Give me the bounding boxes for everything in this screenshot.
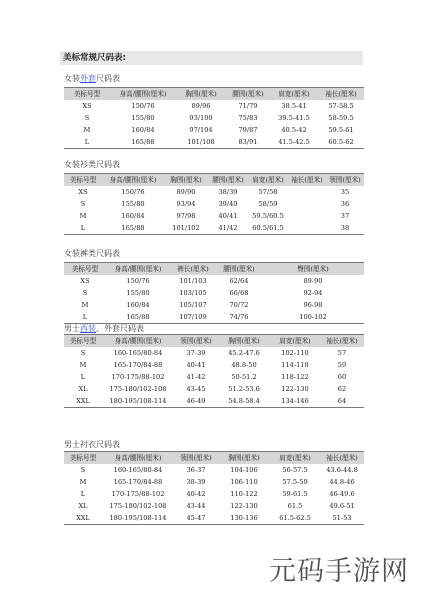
header-cell: 袖长(厘米)	[318, 88, 364, 101]
table-cell: 122-130	[230, 502, 258, 510]
header-cell: 腰围(厘米)	[208, 174, 248, 187]
table-cell: 71/79	[238, 102, 258, 110]
table-cell: 45-47	[174, 512, 218, 525]
table-cell: 57	[337, 349, 347, 357]
table-cell: 61.5	[287, 502, 303, 510]
table-cell: 40-42	[186, 490, 206, 498]
table-cell: 37	[340, 212, 350, 220]
header-cell: 袖长(厘米)	[320, 452, 364, 465]
table-cell: 170-175/88-102	[111, 490, 165, 498]
section-title-womens-coat	[64, 74, 120, 84]
table-cell: S	[80, 466, 86, 474]
table-cell: 37-39	[186, 349, 206, 357]
table-cell: 97/98	[176, 212, 196, 220]
coat-link[interactable]: 外套	[80, 74, 96, 83]
table-cell: L	[64, 311, 106, 324]
table-cell: 61.5-62.5	[270, 512, 320, 525]
table-cell: 106-110	[230, 478, 258, 486]
womens-shirt-size-table	[64, 173, 364, 235]
table-row	[64, 124, 364, 136]
table-row	[64, 198, 364, 210]
page-title: 美标常规尺码表:	[60, 51, 363, 65]
table-cell: L	[64, 222, 102, 235]
table-cell: 46-49	[174, 395, 218, 408]
table-cell: 64	[320, 395, 364, 408]
header-cell: 身高/腰围(厘米)	[102, 174, 164, 187]
header-cell: 肩宽(厘米)	[270, 88, 318, 101]
header-cell: 肩宽(厘米)	[270, 452, 320, 465]
header-cell: 腰围(厘米)	[216, 263, 262, 276]
header-cell: 裤长(厘米)	[170, 263, 216, 276]
suit-link[interactable]: 西装	[80, 324, 96, 333]
table-cell: 45.2-47.6	[228, 349, 260, 357]
table-cell: M	[81, 301, 89, 309]
table-cell: 89-90	[303, 277, 323, 285]
header-cell: 美标号型	[64, 88, 110, 101]
section-title-womens-pants	[64, 249, 120, 259]
header-cell: 美标号型	[64, 335, 102, 348]
table-cell: 60	[337, 373, 347, 381]
table-cell: 165/88	[102, 222, 164, 235]
table-header-row	[64, 88, 364, 101]
header-cell: 身高/腰围(厘米)	[110, 88, 176, 101]
header-cell: 胸围(厘米)	[164, 174, 208, 187]
table-cell: 35	[340, 188, 350, 196]
header-cell: 胸围(厘米)	[176, 88, 226, 101]
table-cell: 79/87	[238, 126, 258, 134]
table-cell: 160-165/80-84	[113, 466, 163, 474]
table-row	[64, 275, 364, 287]
table-cell: 38/39	[218, 188, 238, 196]
table-cell: 48.8-50	[231, 361, 257, 369]
header-cell: 肩宽(厘米)	[248, 174, 288, 187]
table-cell: L	[64, 136, 110, 149]
table-cell: 150/76	[121, 188, 145, 196]
table-cell: 36-37	[186, 466, 206, 474]
table-cell: 43.6-44.8	[326, 466, 358, 474]
table-cell: 62	[337, 385, 347, 393]
table-cell: 134-146	[270, 395, 320, 408]
section-title-mens-suit	[64, 324, 144, 334]
table-cell	[288, 198, 326, 210]
header-cell: 美标号型	[64, 452, 102, 465]
table-cell: S	[80, 200, 86, 208]
table-cell: 101/108	[176, 136, 226, 149]
table-cell: 170-175/88-102	[111, 373, 165, 381]
table-cell: 105/107	[179, 301, 207, 309]
table-row	[64, 512, 364, 525]
table-cell: 150/76	[126, 277, 150, 285]
table-row	[64, 100, 364, 112]
table-row	[64, 476, 364, 488]
table-cell: 49.6-51	[329, 502, 355, 510]
table-row	[64, 299, 364, 311]
table-cell: 51-53	[320, 512, 364, 525]
table-cell: 93/94	[176, 200, 196, 208]
table-header-row	[64, 335, 364, 348]
table-cell: 165/88	[110, 136, 176, 149]
table-cell: 155/80	[126, 289, 150, 297]
table-cell	[288, 222, 326, 235]
header-cell: 领围(厘米)	[174, 335, 218, 348]
table-cell: XS	[78, 188, 88, 196]
table-cell: 58/59	[258, 200, 278, 208]
table-cell: 41/42	[208, 222, 248, 235]
table-cell: 62/64	[229, 277, 249, 285]
table-cell: 41.5-42.5	[270, 136, 318, 149]
table-cell: 165-170/84-88	[113, 361, 163, 369]
table-cell: S	[80, 349, 86, 357]
table-cell: 150/76	[131, 102, 155, 110]
table-cell: XS	[82, 102, 92, 110]
table-cell: 56-57.5	[282, 466, 308, 474]
table-cell: 101/103	[179, 277, 207, 285]
table-cell: S	[84, 114, 90, 122]
table-cell: 122-130	[281, 385, 309, 393]
table-cell: 74/76	[216, 311, 262, 324]
section-title-prefix: 女装	[64, 74, 80, 83]
header-cell: 腰围(厘米)	[226, 88, 270, 101]
table-cell: 101/102	[164, 222, 208, 235]
table-cell: 39.5-41.5	[278, 114, 310, 122]
table-cell: 175-180/102-108	[109, 385, 167, 393]
table-cell: 110-122	[230, 490, 258, 498]
table-row	[64, 222, 364, 235]
womens-coat-size-table	[64, 87, 364, 149]
header-cell: 美标号型	[64, 263, 106, 276]
table-cell: 40-41	[186, 361, 206, 369]
table-cell: 104-106	[230, 466, 258, 474]
header-cell: 胸围(厘米)	[218, 335, 270, 348]
table-cell: XL	[78, 385, 88, 393]
table-row	[64, 287, 364, 299]
table-cell: 43-44	[186, 502, 206, 510]
table-cell: 36	[340, 200, 350, 208]
table-cell: 43-45	[186, 385, 206, 393]
table-row	[64, 210, 364, 222]
table-cell: 54.8-58.4	[218, 395, 270, 408]
table-cell: 160/84	[126, 301, 150, 309]
table-cell: 155/80	[131, 114, 155, 122]
table-cell: 160/84	[121, 212, 145, 220]
table-cell: L	[80, 490, 86, 498]
table-cell: XL	[78, 502, 88, 510]
table-row	[64, 464, 364, 476]
table-cell: 93/100	[189, 114, 213, 122]
table-cell: 44.8-46	[329, 478, 355, 486]
table-cell: 160-165/80-84	[113, 349, 163, 357]
table-cell: 130-136	[218, 512, 270, 525]
table-cell: 118-122	[281, 373, 309, 381]
header-cell: 胸围(厘米)	[218, 452, 270, 465]
header-cell: 身高/腰围(厘米)	[106, 263, 170, 276]
table-row	[64, 136, 364, 149]
table-cell: 180-195/108-114	[102, 512, 174, 525]
table-row	[64, 186, 364, 198]
table-cell: 83/91	[226, 136, 270, 149]
table-row	[64, 311, 364, 324]
table-header-row	[64, 452, 364, 465]
watermark: 元码手游网	[269, 556, 409, 587]
table-cell: 39/40	[218, 200, 238, 208]
table-cell: 40/41	[218, 212, 238, 220]
table-cell: 89/96	[191, 102, 211, 110]
table-row	[64, 112, 364, 124]
table-cell: 107/109	[170, 311, 216, 324]
table-cell: 70/72	[229, 301, 249, 309]
header-cell: 臀围(厘米)	[262, 263, 364, 276]
table-cell: 165/88	[106, 311, 170, 324]
header-cell: 美标号型	[64, 174, 102, 187]
table-cell: 59.5-61	[328, 126, 354, 134]
table-cell: 114-118	[281, 361, 309, 369]
table-cell: 103/105	[179, 289, 207, 297]
table-cell: 58-59.5	[328, 114, 354, 122]
section-title-text: 男士衬衣尺码表	[64, 440, 120, 449]
table-header-row	[64, 263, 364, 276]
table-cell: 46-49.6	[329, 490, 355, 498]
table-cell: M	[79, 478, 87, 486]
table-cell: 89/90	[176, 188, 196, 196]
table-cell: XXL	[64, 512, 102, 525]
table-cell: 50-51.2	[231, 373, 257, 381]
table-cell: 75/83	[238, 114, 258, 122]
table-row	[64, 488, 364, 500]
table-cell: 59-61.5	[282, 490, 308, 498]
table-cell: 96-98	[303, 301, 323, 309]
table-row	[64, 383, 364, 395]
table-row	[64, 347, 364, 359]
table-cell: XXL	[64, 395, 102, 408]
header-cell: 领围(厘米)	[174, 452, 218, 465]
table-cell: 60.5-62	[318, 136, 364, 149]
mens-suit-size-table	[64, 334, 364, 408]
table-cell: 155/80	[121, 200, 145, 208]
table-cell: 41-42	[186, 373, 206, 381]
table-cell: 92-94	[303, 289, 323, 297]
table-cell: L	[80, 373, 86, 381]
section-title-suffix: 、外套尺码表	[96, 324, 144, 333]
table-cell: S	[82, 289, 88, 297]
table-cell: M	[79, 361, 87, 369]
header-cell: 袖长(厘米)	[320, 335, 364, 348]
table-cell	[288, 210, 326, 222]
table-cell: 57-58.5	[328, 102, 354, 110]
table-cell: 40.5-42	[281, 126, 307, 134]
header-cell: 肩宽(厘米)	[270, 335, 320, 348]
table-cell: 180-195/108-114	[102, 395, 174, 408]
section-title-prefix: 男士	[64, 324, 80, 333]
table-cell: 59.5/60.5	[252, 212, 284, 220]
table-cell: XS	[80, 277, 90, 285]
table-row	[64, 359, 364, 371]
table-cell: M	[79, 212, 87, 220]
table-cell: 60.5/61.5	[248, 222, 288, 235]
table-row	[64, 371, 364, 383]
table-cell: 59	[337, 361, 347, 369]
table-cell: 38	[326, 222, 364, 235]
table-cell: 175-180/102-108	[109, 502, 167, 510]
table-cell: 57.5-59	[282, 478, 308, 486]
header-cell: 身高/腰围(厘米)	[102, 335, 174, 348]
table-row	[64, 500, 364, 512]
section-title-mens-shirt	[64, 440, 120, 450]
table-cell: 160/84	[131, 126, 155, 134]
header-cell: 身高/腰围(厘米)	[102, 452, 174, 465]
table-cell: 102-110	[281, 349, 309, 357]
womens-pants-size-table	[64, 262, 364, 324]
table-cell: 66/68	[229, 289, 249, 297]
table-cell: M	[83, 126, 91, 134]
table-row	[64, 395, 364, 408]
section-title-suffix: 尺码表	[96, 74, 120, 83]
table-cell: 165-170/84-88	[113, 478, 163, 486]
section-title-text: 女装裤类尺码表	[64, 249, 120, 258]
mens-shirt-size-table	[64, 451, 364, 525]
table-cell: 38.5-41	[281, 102, 307, 110]
section-title-womens-shirt	[64, 160, 120, 170]
header-cell: 领围(厘米)	[326, 174, 364, 187]
table-header-row	[64, 174, 364, 187]
table-cell: 97/104	[189, 126, 213, 134]
table-cell: 100-102	[262, 311, 364, 324]
table-cell: 57/58	[258, 188, 278, 196]
section-title-text: 女装衫类尺码表	[64, 160, 120, 169]
table-cell	[288, 186, 326, 198]
header-cell: 袖长(厘米)	[288, 174, 326, 187]
table-cell: 38-39	[186, 478, 206, 486]
table-cell: 51.2-53.6	[228, 385, 260, 393]
